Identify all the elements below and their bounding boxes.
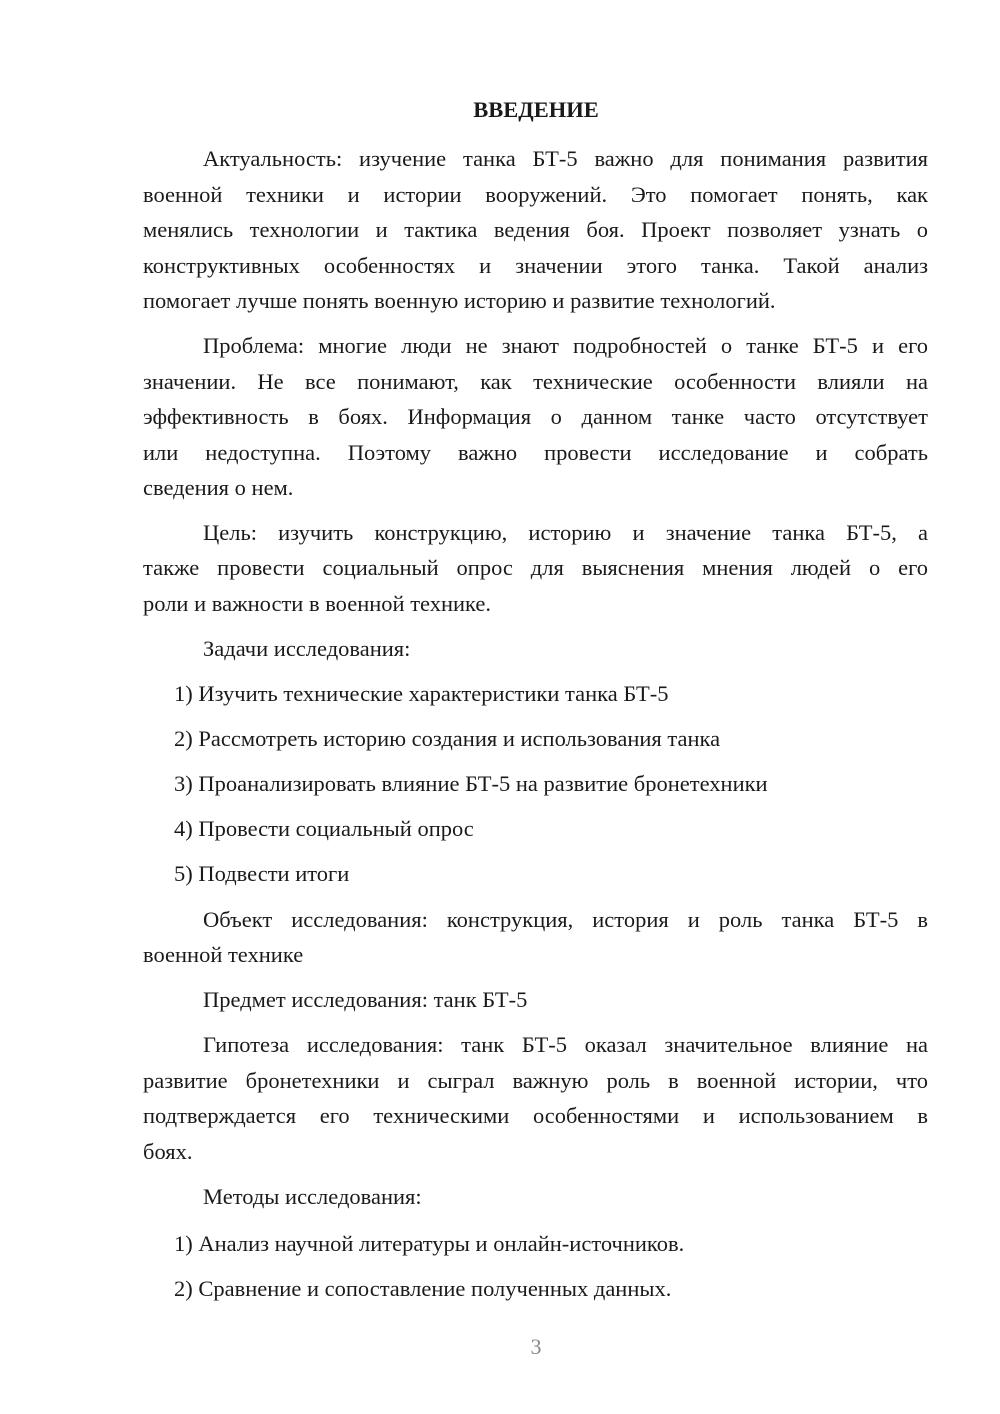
page-title: ВВЕДЕНИЕ [473, 97, 599, 122]
page-number: 3 [530, 1334, 542, 1359]
tasks-heading: Задачи исследования: [203, 636, 411, 661]
paragraph-line: значении. Не все понимают, как технические особенности влияли на [143, 369, 928, 394]
paragraph-line: Цель: изучить конструкцию, историю и значение танка БТ-5, а [203, 520, 928, 545]
subject-paragraph: Предмет исследования: танк БТ-5 [203, 987, 528, 1012]
paragraph-line: военной техники и истории вооружений. Это помогает понять, как [143, 182, 928, 207]
task-item: 3) Проанализировать влияние БТ-5 на развитие бронетехники [174, 771, 768, 796]
paragraph-line: роли и важности в военной технике. [143, 591, 492, 616]
paragraph-line: подтверждается его техническими особенностями и использованием в [143, 1103, 928, 1128]
paragraph-line: конструктивных особенностях и значении этого танка. Такой анализ [143, 253, 928, 278]
paragraph-line: Проблема: многие люди не знают подробностей о танке БТ-5 и его [203, 333, 928, 358]
task-item: 2) Рассмотреть историю создания и использования танка [174, 726, 721, 751]
methods-heading: Методы исследования: [203, 1184, 422, 1209]
task-item: 5) Подвести итоги [174, 861, 350, 886]
paragraph-line: сведения о нем. [143, 475, 294, 500]
paragraph-line: помогает лучше понять военную историю и развитие технологий. [143, 288, 776, 313]
paragraph-line: Актуальность: изучение танка БТ-5 важно для понимания развития [203, 146, 928, 171]
paragraph-line: военной технике [143, 942, 304, 967]
task-item: 4) Провести социальный опрос [174, 816, 474, 841]
paragraph-line: Объект исследования: конструкция, история и роль танка БТ-5 в [203, 907, 928, 932]
paragraph-line: также провести социальный опрос для выяснения мнения людей о его [143, 555, 928, 580]
method-item: 2) Сравнение и сопоставление полученных данных. [174, 1276, 672, 1301]
paragraph-line: боях. [143, 1139, 193, 1164]
method-item: 1) Анализ научной литературы и онлайн-источников. [174, 1231, 685, 1256]
task-item: 1) Изучить технические характеристики танка БТ-5 [174, 681, 669, 706]
paragraph-line: или недоступна. Поэтому важно провести исследование и собрать [143, 440, 928, 465]
paragraph-line: развитие бронетехники и сыграл важную роль в военной истории, что [143, 1068, 928, 1093]
paragraph-line: Гипотеза исследования: танк БТ-5 оказал значительное влияние на [203, 1032, 928, 1057]
paragraph-line: эффективность в боях. Информация о данном танке часто отсутствует [143, 404, 928, 429]
paragraph-line: менялись технологии и тактика ведения боя. Проект позволяет узнать о [143, 217, 928, 242]
